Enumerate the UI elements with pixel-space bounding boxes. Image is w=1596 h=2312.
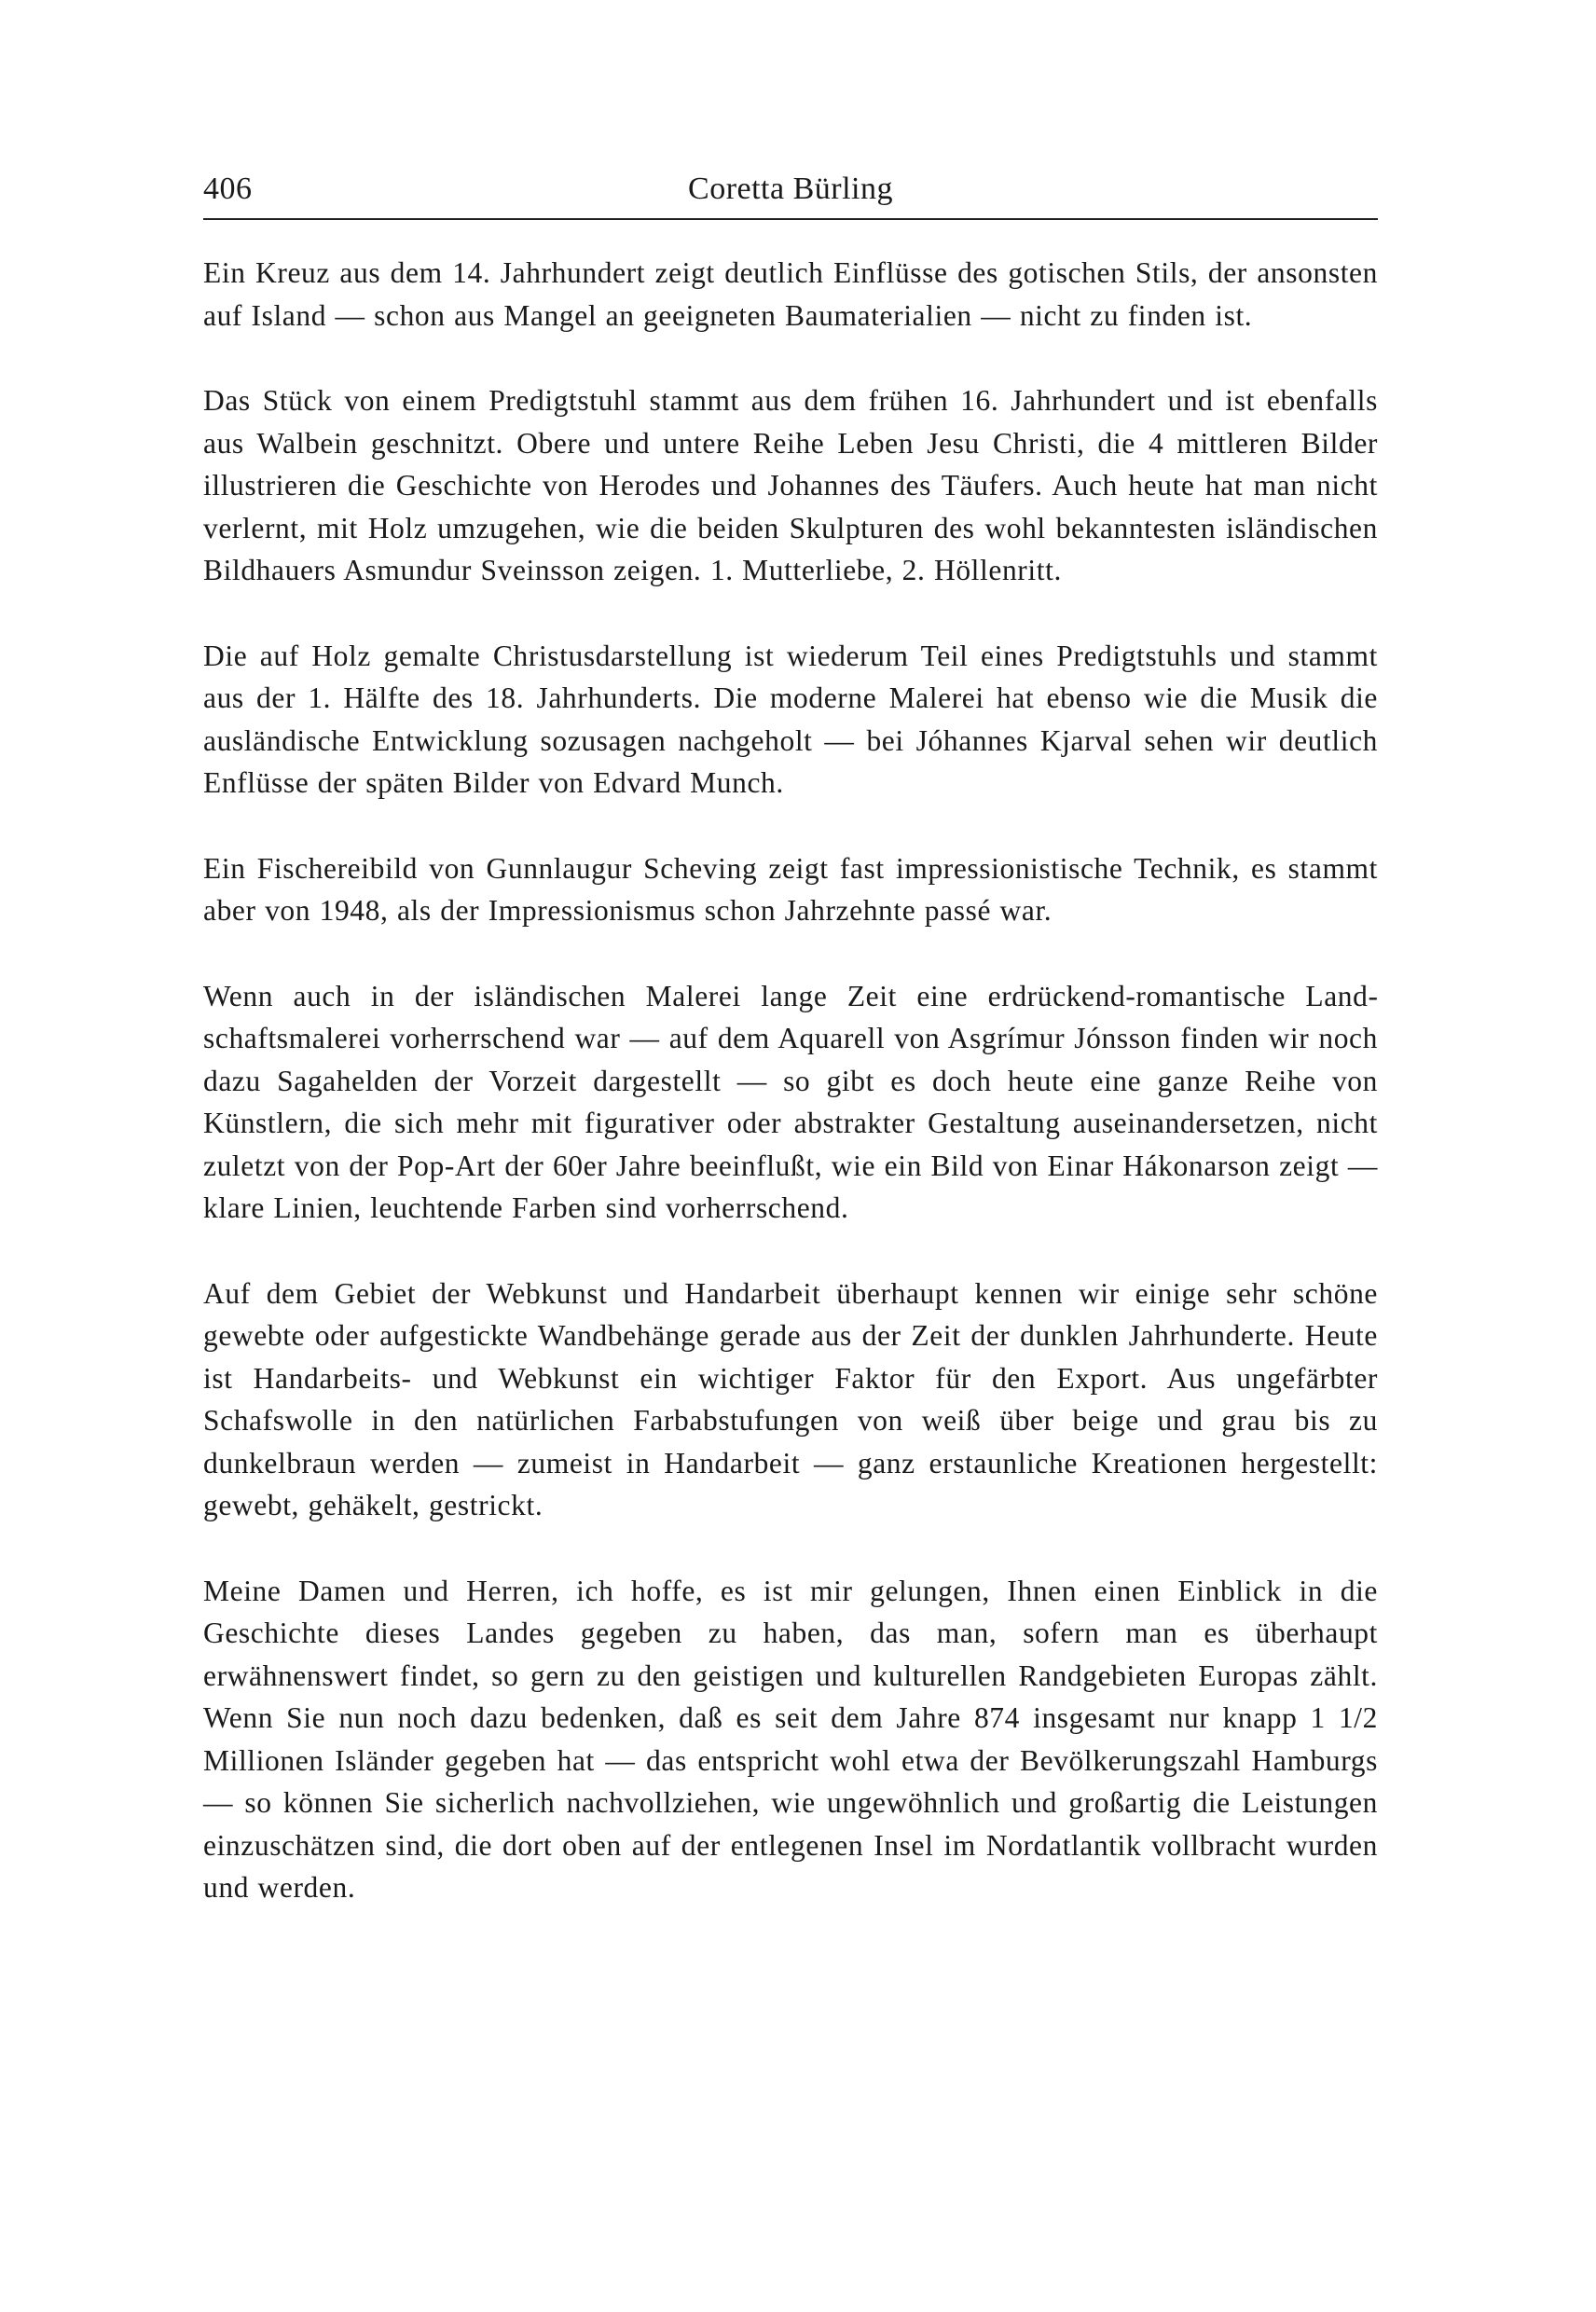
paragraph: Ein Fischereibild von Gunnlaugur Scheving zeigt fast impressionistische Technik, es stammt aber von 1948, als der Impressionismus schon Jahrzehnte passé war.: [203, 851, 1378, 927]
paragraph: Meine Damen und Herren, ich hoffe, es ist mir gelungen, Ihnen einen Einblick in die Geschichte dieses Landes gegeben zu haben, das man, sofern man es überhaupt erwähnenswert findet, so gern zu den geistigen und kulturellen Randgebieten Europas zählt. Wenn Sie nun noch dazu bedenken, daß es seit dem Jahre 874 insgesamt nur knapp 1 1/2 Millionen Isländer gegeben hat — das entspricht wohl etwa der Bevölkerungszahl Hamburgs — so können Sie sicherlich nachvollziehen, wie ungewöhnlich und großartig die Leistungen einzuschätzen sind, die dort oben auf der entlegenen Insel im Nordatlantik vollbracht wurden und werden.: [203, 1574, 1378, 1904]
page-number: 406: [203, 172, 253, 206]
body-text: [203, 252, 1378, 1952]
running-head: Coretta Bürling: [688, 172, 893, 206]
paragraph: Die auf Holz gemalte Christusdarstellung ist wiederum Teil eines Predigtstuhls und stammt aus der 1. Hälfte des 18. Jahrhunderts. Die moderne Malerei hat ebenso wie die Musik die ausländische Entwicklung sozusagen nachgeholt — bei Jóhannes Kjarval sehen wir deutlich Enflüsse der späten Bilder von Edvard Munch.: [203, 639, 1378, 799]
paragraph: Wenn auch in der isländischen Malerei lange Zeit eine erdrückend-romantische Landschaftsmalerei vorherrschend war — auf dem Aquarell von Asgrímur Jónsson finden wir noch dazu Sagahelden der Vorzeit dargestellt — so gibt es doch heute eine ganze Reihe von Künstlern, die sich mehr mit figurativer oder abstrakter Gestaltung auseinandersetzen, nicht zuletzt von der Pop-Art der 60er Jahre beeinflußt, wie ein Bild von Einar Hákonarson zeigt — klare Linien, leuchtende Farben sind vorherrschend.: [203, 979, 1378, 1224]
paragraph: Auf dem Gebiet der Webkunst und Handarbeit überhaupt kennen wir einige sehr schöne gewebte oder aufgestickte Wandbehänge gerade aus der Zeit der dunklen Jahrhunderte. Heute ist Handarbeits- und Webkunst ein wichtiger Faktor für den Export. Aus ungefärbter Schafswolle in den natürlichen Farbabstufungen von weiß über beige und grau bis zu dunkelbraun werden — zumeist in Handarbeit — ganz erstaunliche Kreationen hergestellt: gewebt, gehäkelt, gestrickt.: [203, 1276, 1378, 1521]
paragraph: Das Stück von einem Predigtstuhl stammt aus dem frühen 16. Jahrhundert und ist ebenfalls aus Walbein geschnitzt. Obere und untere Reihe Leben Jesu Christi, die 4 mittleren Bilder illustrieren die Geschichte von Herodes und Johannes des Täufers. Auch heute hat man nicht verlernt, mit Holz umzugehen, wie die beiden Skulpturen des wohl bekanntesten isländischen Bildhauers Asmundur Sveinsson zeigen. 1. Mutterliebe, 2. Höllenritt.: [203, 384, 1378, 586]
page-header: [203, 166, 1378, 220]
paragraph: Ein Kreuz aus dem 14. Jahrhundert zeigt deutlich Einflüsse des gotischen Stils, der ansonsten auf Island — schon aus Mangel an geeigneten Baumaterialien — nicht zu finden ist.: [203, 256, 1378, 332]
